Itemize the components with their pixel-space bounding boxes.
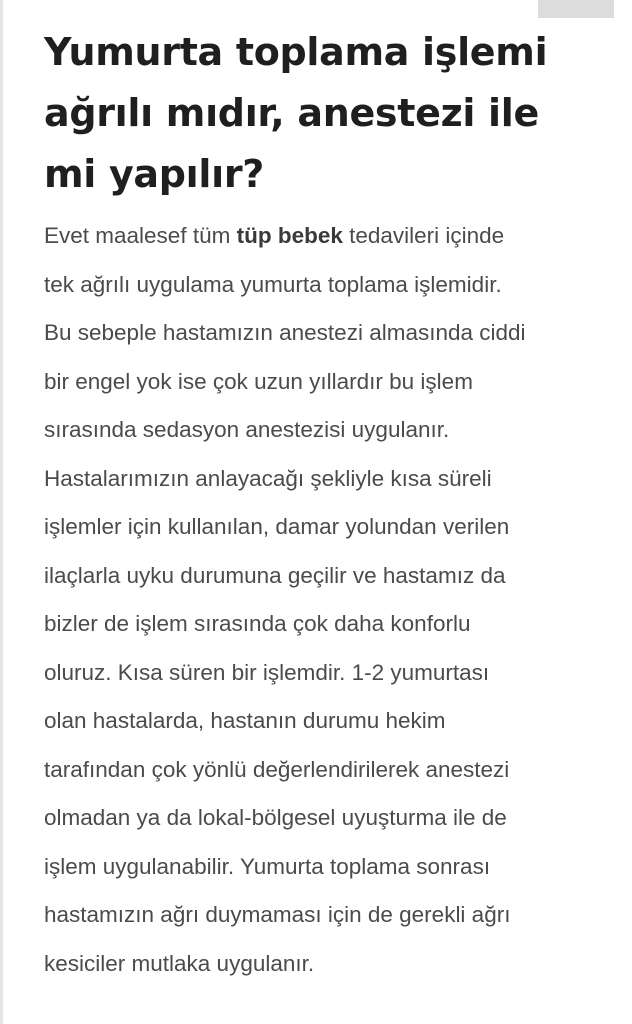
body-line: Bu sebeple hastamızın anestezi almasında ciddi — [44, 320, 526, 345]
article-body — [44, 212, 604, 988]
body-line: kesiciler mutlaka uygulanır. — [44, 950, 315, 976]
body-line: olmadan ya da lokal-bölgesel uyuşturma ile de — [44, 805, 507, 830]
tup-bebek-link[interactable]: tüp bebek — [236, 223, 343, 248]
body-line: bir engel yok ise çok uzun yıllardır bu işlem — [44, 368, 473, 394]
body-text: tedavileri içinde — [342, 223, 505, 248]
body-line: işlemler için kullanılan, damar yolundan verilen — [44, 514, 510, 539]
body-line: olan hastalarda, hastanın durumu hekim — [44, 708, 446, 733]
top-tab-button[interactable] — [538, 0, 614, 18]
body-line — [44, 212, 604, 261]
heading-line: Yumurta toplama işlemi — [44, 30, 548, 74]
left-border — [0, 0, 3, 1024]
article — [44, 22, 604, 976]
body-line: tarafından çok yönlü değerlendirilerek anestezi — [44, 756, 510, 782]
body-text: Evet maalesef tüm — [44, 223, 237, 248]
heading-line: mi yapılır? — [44, 152, 265, 196]
body-line: hastamızın ağrı duymaması için de gerekli ağrı — [44, 902, 511, 927]
body-line: bizler de işlem sırasında çok daha konforlu — [44, 611, 471, 636]
body-line: Hastalarımızın anlayacağı şekliyle kısa süreli — [44, 465, 492, 491]
article-heading — [44, 22, 604, 205]
body-line: oluruz. Kısa süren bir işlemdir. 1-2 yumurtası — [44, 659, 490, 685]
body-line: işlem uygulanabilir. Yumurta toplama sonrası — [44, 853, 491, 879]
body-line: tek ağrılı uygulama yumurta toplama işlemidir. — [44, 271, 502, 297]
heading-line: ağrılı mıdır, anestezi ile — [44, 91, 539, 135]
body-line: sırasında sedasyon anestezisi uygulanır. — [44, 417, 450, 442]
body-line: ilaçlarla uyku durumuna geçilir ve hastamız da — [44, 562, 506, 588]
